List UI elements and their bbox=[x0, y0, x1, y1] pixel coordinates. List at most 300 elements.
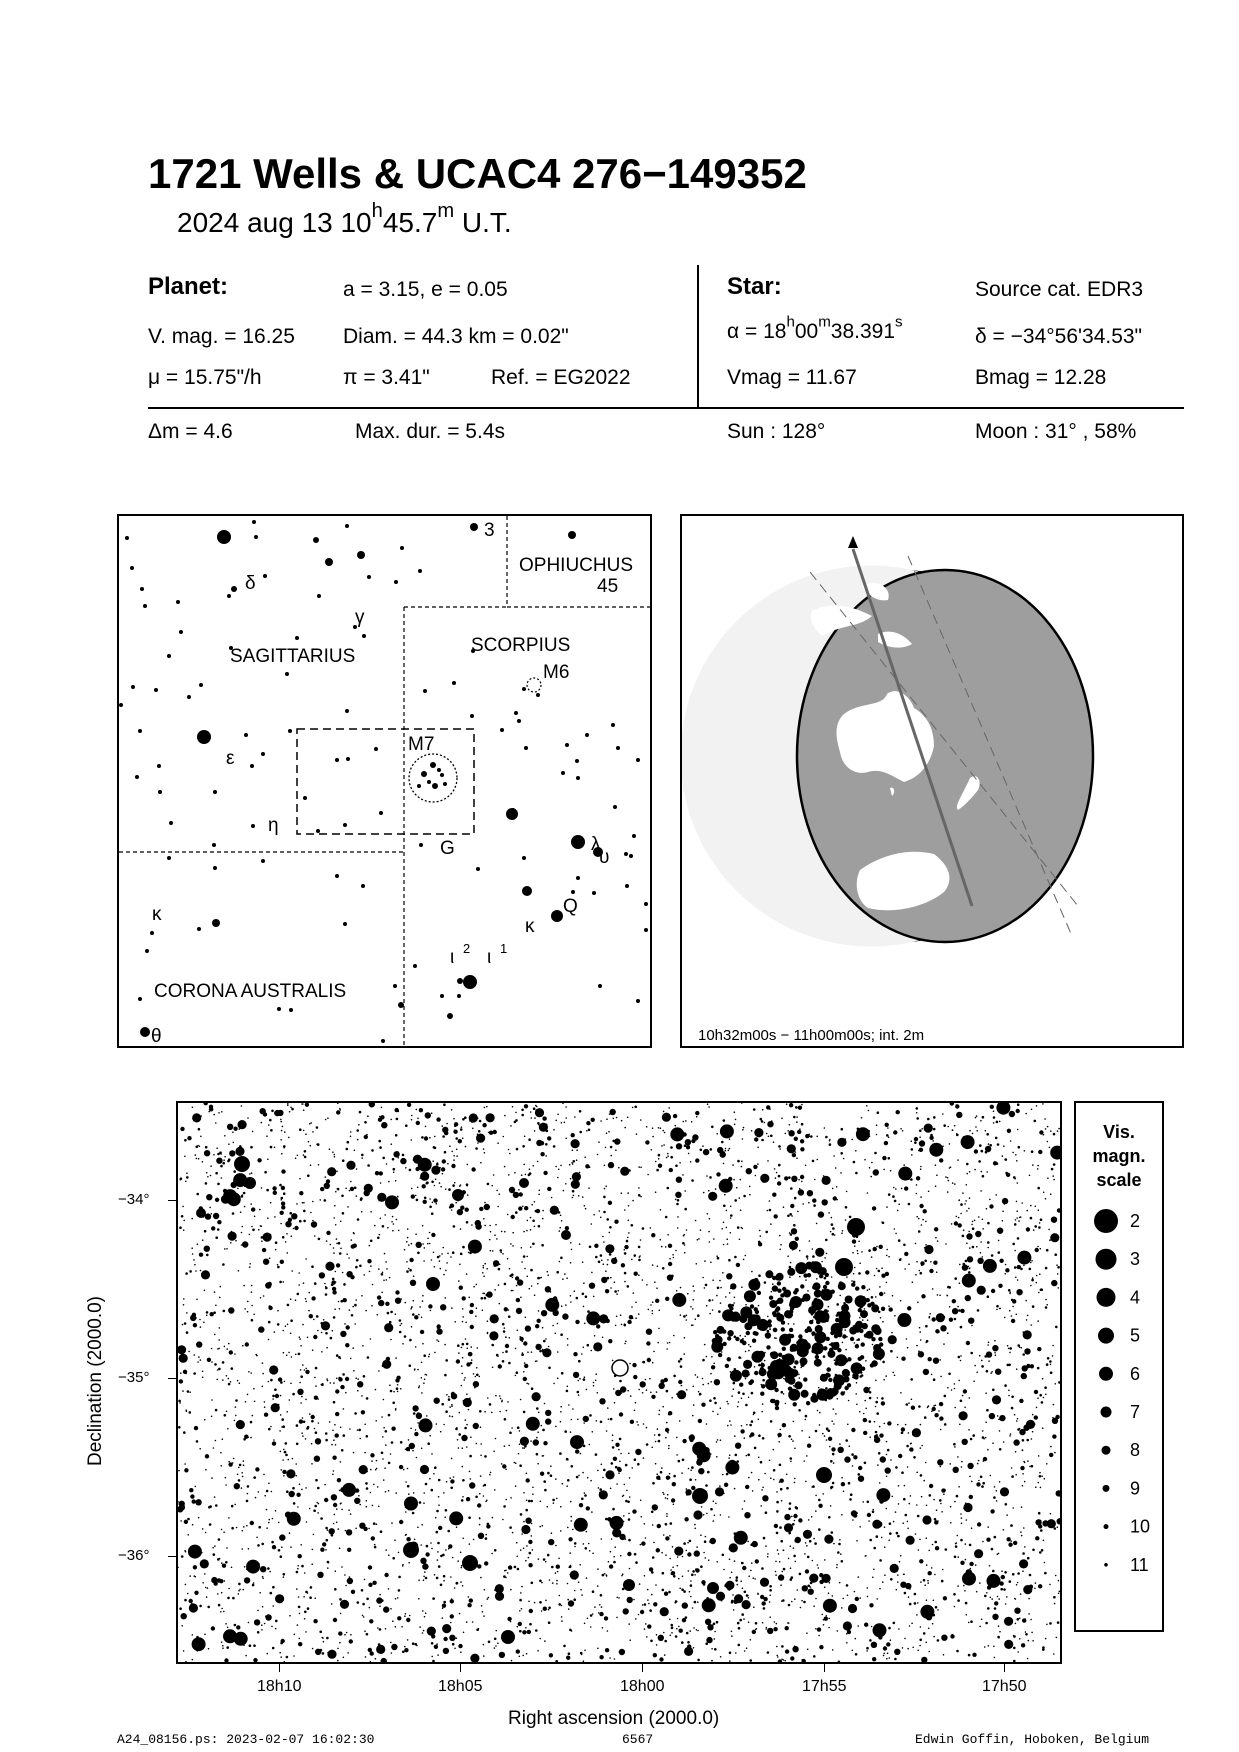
star-vmag: Vmag = 11.67 bbox=[727, 366, 857, 389]
detail-star bbox=[949, 1463, 951, 1465]
detail-star bbox=[470, 1303, 474, 1307]
detail-star bbox=[938, 1331, 940, 1333]
detail-star bbox=[1034, 1415, 1038, 1419]
detail-star bbox=[179, 1379, 183, 1383]
planet-heading: Planet: bbox=[148, 273, 229, 300]
detail-star bbox=[807, 1585, 810, 1588]
detail-star bbox=[547, 1506, 549, 1508]
detail-star bbox=[681, 1385, 683, 1387]
detail-star bbox=[381, 1416, 383, 1418]
detail-star bbox=[1017, 1103, 1020, 1106]
detail-star bbox=[628, 1518, 631, 1521]
detail-star bbox=[920, 1339, 922, 1341]
detail-star bbox=[1002, 1220, 1004, 1222]
detail-star bbox=[668, 1591, 671, 1594]
detail-star bbox=[207, 1176, 209, 1178]
detail-star bbox=[284, 1661, 286, 1662]
detail-star bbox=[968, 1318, 974, 1324]
detail-star bbox=[677, 1618, 679, 1620]
detail-star bbox=[703, 1583, 706, 1586]
detail-star bbox=[340, 1248, 342, 1250]
finder-star bbox=[423, 689, 427, 693]
detail-star bbox=[716, 1456, 718, 1458]
detail-star bbox=[392, 1402, 395, 1405]
detail-star bbox=[838, 1543, 841, 1546]
detail-star bbox=[907, 1528, 909, 1530]
detail-star bbox=[642, 1279, 644, 1281]
detail-star bbox=[628, 1205, 630, 1207]
detail-star bbox=[571, 1133, 575, 1137]
detail-star bbox=[488, 1641, 491, 1644]
detail-star bbox=[379, 1146, 382, 1149]
detail-star bbox=[1003, 1492, 1007, 1496]
detail-star bbox=[979, 1626, 981, 1628]
detail-star bbox=[862, 1319, 864, 1321]
detail-star bbox=[534, 1130, 536, 1132]
detail-star bbox=[903, 1574, 905, 1576]
detail-star bbox=[263, 1259, 269, 1265]
detail-star bbox=[987, 1295, 990, 1298]
detail-star bbox=[405, 1481, 407, 1483]
detail-star bbox=[935, 1606, 938, 1609]
detail-star bbox=[958, 1380, 960, 1382]
detail-star bbox=[242, 1476, 244, 1478]
detail-star bbox=[840, 1449, 842, 1451]
detail-star bbox=[581, 1353, 583, 1355]
detail-star bbox=[924, 1260, 927, 1263]
detail-star bbox=[794, 1478, 796, 1480]
detail-star bbox=[662, 1572, 665, 1575]
detail-star bbox=[259, 1209, 261, 1211]
detail-star bbox=[271, 1626, 273, 1628]
detail-star bbox=[322, 1542, 326, 1546]
detail-star bbox=[608, 1339, 612, 1343]
detail-star bbox=[995, 1194, 997, 1196]
detail-star bbox=[431, 1548, 433, 1550]
detail-star bbox=[424, 1374, 426, 1376]
detail-star bbox=[533, 1425, 537, 1429]
detail-star bbox=[1005, 1172, 1008, 1175]
detail-star bbox=[716, 1441, 718, 1443]
detail-star bbox=[202, 1239, 204, 1241]
detail-star bbox=[931, 1567, 933, 1569]
detail-star bbox=[528, 1563, 532, 1567]
detail-star bbox=[737, 1584, 739, 1586]
detail-star bbox=[742, 1566, 746, 1570]
detail-star bbox=[989, 1413, 995, 1419]
detail-star bbox=[280, 1223, 282, 1225]
detail-star bbox=[1022, 1570, 1024, 1572]
detail-star bbox=[434, 1398, 440, 1404]
detail-star bbox=[803, 1530, 812, 1539]
detail-star bbox=[1052, 1355, 1054, 1357]
detail-star bbox=[1005, 1268, 1009, 1272]
detail-star bbox=[675, 1192, 681, 1198]
detail-star bbox=[952, 1129, 954, 1131]
detail-star bbox=[932, 1288, 934, 1290]
detail-star bbox=[833, 1408, 835, 1410]
detail-star bbox=[555, 1426, 557, 1428]
detail-star bbox=[920, 1447, 922, 1449]
detail-star bbox=[832, 1482, 835, 1485]
detail-star bbox=[879, 1433, 883, 1437]
detail-star bbox=[345, 1392, 347, 1394]
star-label-3: 3 bbox=[484, 520, 495, 541]
detail-star bbox=[762, 1487, 764, 1489]
detail-star bbox=[618, 1167, 620, 1169]
finder-star bbox=[522, 886, 532, 896]
detail-star bbox=[297, 1568, 299, 1570]
detail-star bbox=[953, 1443, 956, 1446]
detail-star bbox=[264, 1171, 267, 1174]
detail-star bbox=[1054, 1603, 1056, 1605]
detail-star bbox=[357, 1378, 359, 1380]
detail-star bbox=[252, 1584, 255, 1587]
detail-star bbox=[205, 1532, 207, 1534]
detail-star bbox=[567, 1527, 569, 1529]
detail-star bbox=[242, 1548, 244, 1550]
detail-star bbox=[305, 1103, 309, 1107]
detail-star bbox=[731, 1635, 733, 1637]
detail-star bbox=[1012, 1573, 1015, 1576]
finder-star bbox=[213, 790, 217, 794]
finder-star bbox=[231, 586, 237, 592]
detail-star bbox=[835, 1167, 837, 1169]
detail-star bbox=[523, 1377, 527, 1381]
detail-star bbox=[469, 1252, 472, 1255]
moon-info: Moon : 31° , 58% bbox=[975, 420, 1137, 443]
detail-star bbox=[504, 1445, 506, 1447]
detail-star bbox=[958, 1217, 960, 1219]
detail-star bbox=[966, 1210, 968, 1212]
detail-star bbox=[281, 1169, 285, 1173]
detail-star bbox=[589, 1444, 591, 1446]
detail-star bbox=[429, 1232, 431, 1234]
finder-star bbox=[131, 685, 135, 689]
detail-star bbox=[616, 1597, 618, 1599]
detail-star bbox=[708, 1559, 710, 1561]
detail-star bbox=[921, 1657, 927, 1662]
detail-star bbox=[929, 1651, 931, 1653]
detail-star bbox=[228, 1307, 234, 1313]
detail-star bbox=[313, 1619, 317, 1623]
detail-star bbox=[443, 1575, 446, 1578]
detail-star bbox=[228, 1378, 230, 1380]
detail-star bbox=[333, 1470, 335, 1472]
detail-star bbox=[719, 1280, 721, 1282]
detail-star bbox=[704, 1287, 706, 1289]
detail-star bbox=[795, 1561, 797, 1563]
detail-star bbox=[370, 1265, 372, 1267]
detail-star bbox=[722, 1272, 724, 1274]
detail-star bbox=[336, 1110, 340, 1114]
detail-star bbox=[916, 1614, 918, 1616]
detail-star bbox=[690, 1161, 692, 1163]
detail-star bbox=[218, 1604, 221, 1607]
detail-star bbox=[634, 1376, 636, 1378]
detail-star bbox=[1004, 1273, 1006, 1275]
detail-star bbox=[693, 1290, 695, 1292]
detail-star bbox=[742, 1562, 744, 1564]
detail-star bbox=[560, 1506, 562, 1508]
detail-star bbox=[729, 1548, 731, 1550]
detail-star bbox=[1029, 1268, 1032, 1271]
finder-star bbox=[440, 773, 444, 777]
detail-star bbox=[1022, 1450, 1024, 1452]
detail-star bbox=[424, 1136, 428, 1140]
detail-star bbox=[525, 1627, 527, 1629]
detail-star bbox=[828, 1618, 830, 1620]
detail-star bbox=[224, 1580, 226, 1582]
detail-star bbox=[999, 1448, 1002, 1451]
detail-star bbox=[430, 1310, 432, 1312]
detail-star bbox=[919, 1140, 925, 1146]
detail-star bbox=[960, 1309, 964, 1313]
detail-star bbox=[888, 1157, 891, 1160]
detail-star bbox=[469, 1543, 471, 1545]
finder-star bbox=[345, 524, 349, 528]
detail-star bbox=[604, 1188, 606, 1190]
detail-star bbox=[309, 1314, 313, 1318]
detail-star bbox=[882, 1321, 884, 1323]
detail-star bbox=[616, 1293, 618, 1295]
detail-star bbox=[429, 1137, 431, 1139]
detail-star bbox=[918, 1350, 920, 1352]
detail-star bbox=[845, 1439, 848, 1442]
star-label-epsilon: ε bbox=[226, 748, 235, 769]
detail-star bbox=[991, 1289, 995, 1293]
detail-star bbox=[347, 1141, 350, 1144]
detail-star bbox=[813, 1204, 816, 1207]
detail-star bbox=[704, 1540, 707, 1543]
detail-star bbox=[187, 1390, 190, 1393]
detail-star bbox=[484, 1202, 486, 1204]
detail-star bbox=[357, 1218, 360, 1221]
detail-star bbox=[651, 1571, 654, 1574]
detail-star bbox=[852, 1519, 854, 1521]
detail-star bbox=[888, 1305, 890, 1307]
detail-star bbox=[228, 1461, 230, 1463]
detail-star bbox=[605, 1185, 607, 1187]
detail-star bbox=[1044, 1562, 1046, 1564]
detail-star bbox=[353, 1370, 355, 1372]
detail-star bbox=[706, 1513, 708, 1515]
detail-star bbox=[529, 1168, 531, 1170]
detail-star bbox=[393, 1223, 395, 1225]
detail-star bbox=[656, 1634, 658, 1636]
detail-star bbox=[220, 1465, 222, 1467]
detail-star bbox=[763, 1537, 766, 1540]
detail-star bbox=[865, 1408, 867, 1410]
detail-star bbox=[243, 1460, 245, 1462]
detail-star bbox=[431, 1259, 433, 1261]
detail-star bbox=[1032, 1640, 1034, 1642]
detail-star bbox=[423, 1200, 427, 1204]
detail-star bbox=[388, 1554, 390, 1556]
detail-star bbox=[683, 1235, 685, 1237]
detail-star bbox=[757, 1147, 759, 1149]
detail-star bbox=[663, 1534, 665, 1536]
detail-star bbox=[207, 1587, 209, 1589]
detail-star bbox=[442, 1604, 446, 1608]
detail-star bbox=[468, 1352, 472, 1356]
detail-star bbox=[1010, 1540, 1012, 1542]
detail-star bbox=[565, 1117, 567, 1119]
detail-star bbox=[370, 1453, 374, 1457]
detail-star bbox=[390, 1642, 392, 1644]
detail-star bbox=[905, 1514, 908, 1517]
detail-star bbox=[675, 1125, 677, 1127]
detail-star bbox=[456, 1359, 460, 1363]
detail-star bbox=[544, 1489, 547, 1492]
star-label-upsilon: υ bbox=[599, 847, 610, 868]
detail-star bbox=[925, 1462, 927, 1464]
detail-star bbox=[583, 1660, 585, 1662]
detail-star bbox=[566, 1485, 568, 1487]
detail-star bbox=[183, 1431, 186, 1434]
detail-star bbox=[194, 1426, 198, 1430]
detail-star bbox=[766, 1627, 768, 1629]
detail-star bbox=[800, 1139, 804, 1143]
detail-star bbox=[686, 1229, 688, 1231]
detail-star bbox=[422, 1225, 424, 1227]
detail-star bbox=[524, 1364, 528, 1368]
detail-star bbox=[619, 1649, 625, 1655]
detail-star bbox=[615, 1149, 617, 1151]
detail-star bbox=[665, 1554, 667, 1556]
detail-star bbox=[985, 1437, 987, 1439]
detail-star bbox=[421, 1136, 424, 1139]
detail-star bbox=[954, 1407, 956, 1409]
detail-star bbox=[916, 1112, 918, 1114]
detail-star bbox=[207, 1358, 211, 1362]
detail-star bbox=[443, 1424, 445, 1426]
detail-star bbox=[445, 1270, 447, 1272]
detail-star bbox=[235, 1406, 237, 1408]
detail-star bbox=[395, 1598, 397, 1600]
detail-star bbox=[982, 1116, 985, 1119]
detail-star bbox=[429, 1354, 431, 1356]
detail-star bbox=[468, 1516, 471, 1519]
detail-star bbox=[685, 1550, 687, 1552]
detail-star bbox=[987, 1526, 989, 1528]
detail-star bbox=[574, 1546, 576, 1548]
detail-star bbox=[738, 1627, 741, 1630]
detail-star bbox=[244, 1566, 246, 1568]
detail-star bbox=[793, 1323, 795, 1325]
detail-star bbox=[608, 1201, 612, 1205]
detail-star bbox=[839, 1295, 841, 1297]
detail-star bbox=[330, 1337, 333, 1340]
detail-star bbox=[623, 1515, 625, 1517]
detail-star bbox=[547, 1187, 551, 1191]
detail-star bbox=[396, 1219, 398, 1221]
detail-star bbox=[452, 1557, 454, 1559]
detail-star bbox=[330, 1382, 332, 1384]
detail-star bbox=[372, 1505, 374, 1507]
detail-star bbox=[229, 1150, 235, 1156]
detail-star bbox=[780, 1244, 782, 1246]
detail-star bbox=[310, 1212, 312, 1214]
detail-star bbox=[791, 1439, 793, 1441]
detail-star bbox=[964, 1407, 966, 1409]
detail-star bbox=[259, 1592, 261, 1594]
detail-star bbox=[382, 1272, 384, 1274]
detail-star bbox=[1038, 1482, 1040, 1484]
finder-star bbox=[167, 856, 171, 860]
detail-star bbox=[653, 1542, 655, 1544]
detail-star bbox=[684, 1647, 693, 1656]
detail-star bbox=[717, 1257, 720, 1260]
detail-star bbox=[661, 1552, 663, 1554]
detail-star bbox=[644, 1603, 647, 1606]
detail-star bbox=[734, 1124, 736, 1126]
detail-star bbox=[537, 1283, 539, 1285]
detail-star bbox=[476, 1443, 478, 1445]
detail-star bbox=[540, 1152, 544, 1156]
detail-star bbox=[1003, 1110, 1005, 1112]
detail-star bbox=[425, 1612, 427, 1614]
detail-star bbox=[533, 1165, 535, 1167]
detail-star bbox=[653, 1351, 655, 1353]
detail-star bbox=[910, 1603, 912, 1605]
finder-star bbox=[470, 714, 474, 718]
detail-star bbox=[184, 1463, 186, 1465]
detail-star bbox=[652, 1310, 654, 1312]
detail-star bbox=[923, 1632, 926, 1635]
detail-star bbox=[884, 1141, 888, 1145]
detail-star bbox=[602, 1236, 604, 1238]
finder-star bbox=[335, 874, 339, 878]
detail-star bbox=[1022, 1485, 1024, 1487]
detail-star bbox=[250, 1372, 252, 1374]
detail-star bbox=[773, 1627, 777, 1631]
detail-star bbox=[852, 1239, 856, 1243]
detail-star bbox=[504, 1166, 506, 1168]
detail-star bbox=[233, 1170, 236, 1173]
detail-star bbox=[287, 1304, 290, 1307]
detail-star bbox=[370, 1211, 372, 1213]
detail-star bbox=[793, 1421, 795, 1423]
detail-star bbox=[224, 1156, 226, 1158]
detail-star bbox=[759, 1230, 761, 1232]
detail-star bbox=[617, 1516, 619, 1518]
detail-star bbox=[327, 1167, 336, 1176]
detail-star bbox=[651, 1395, 655, 1399]
detail-star bbox=[747, 1454, 750, 1457]
detail-star bbox=[526, 1473, 528, 1475]
detail-star bbox=[575, 1320, 579, 1324]
detail-star bbox=[280, 1121, 282, 1123]
detail-star bbox=[347, 1206, 349, 1208]
detail-star bbox=[450, 1256, 452, 1258]
finder-star bbox=[611, 723, 615, 727]
detail-star bbox=[339, 1642, 341, 1644]
detail-star bbox=[744, 1336, 746, 1338]
detail-star bbox=[776, 1172, 778, 1174]
detail-star bbox=[937, 1294, 939, 1296]
detail-star bbox=[814, 1179, 816, 1181]
detail-star bbox=[386, 1357, 390, 1361]
detail-star bbox=[249, 1263, 251, 1265]
detail-star bbox=[1014, 1223, 1017, 1226]
detail-star bbox=[751, 1472, 753, 1474]
detail-star bbox=[1042, 1520, 1048, 1526]
detail-star bbox=[862, 1134, 865, 1137]
detail-star bbox=[679, 1420, 681, 1422]
detail-star bbox=[819, 1412, 821, 1414]
detail-star bbox=[961, 1517, 963, 1519]
